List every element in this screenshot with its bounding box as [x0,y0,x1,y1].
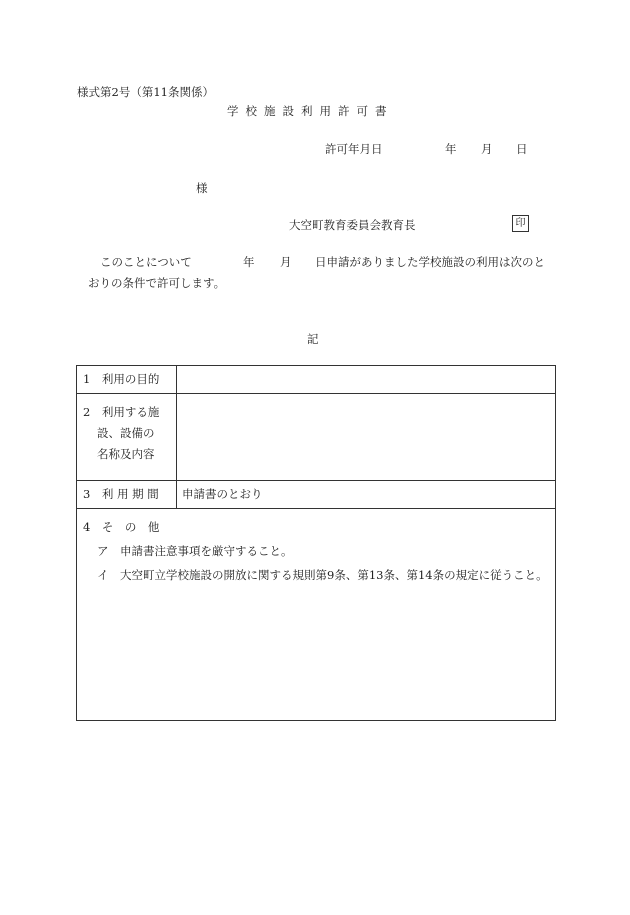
body-text-line-2: おりの条件で許可します。 [88,276,226,290]
body-month-marker: 月 [280,255,292,269]
purpose-label: 1 利用の目的 [83,372,160,386]
table-row-facilities [77,394,556,481]
period-value: 申請書のとおり [177,481,556,509]
body-text-continuation: 日申請がありました学校施設の利用は次のと [315,255,545,269]
permit-day-marker: 日 [516,142,528,156]
facilities-label-line-3: 名称及内容 [97,447,155,461]
permit-year-marker: 年 [445,142,457,156]
other-cell [77,509,556,721]
other-item-i: イ 大空町立学校施設の開放に関する規則第9条、第13条、第14条の規定に従うこと。 [97,568,548,582]
permit-month-marker: 月 [481,142,493,156]
table-row-period [77,481,556,509]
table-row-purpose [77,366,556,394]
ki-heading: 記 [307,332,319,346]
document-title: 学校施設利用許可書 [227,104,394,118]
conditions-table [76,365,556,721]
purpose-value-cell [177,366,556,394]
body-text-start: このことについて [100,255,192,269]
issuer-name: 大空町教育委員会教育長 [289,218,416,232]
purpose-label-cell [77,366,177,394]
addressee-honorific: 様 [196,181,208,195]
facilities-value-cell [177,394,556,481]
table-row-other [77,509,556,721]
period-label-cell [77,481,177,509]
seal-box: 印 [512,215,529,232]
permit-date-label: 許可年月日 [325,142,383,156]
other-item-a: ア 申請書注意事項を厳守すること。 [97,544,293,558]
form-number: 様式第2号（第11条関係） [77,85,214,99]
period-label: 3 利 用 期 間 [83,487,159,501]
facilities-label-line-1: 2 利用する施 [83,405,160,419]
other-heading: 4 そ の 他 [83,520,160,534]
facilities-label-cell [77,394,177,481]
facilities-label-line-2: 設、設備の [97,426,155,440]
body-year-marker: 年 [243,255,255,269]
